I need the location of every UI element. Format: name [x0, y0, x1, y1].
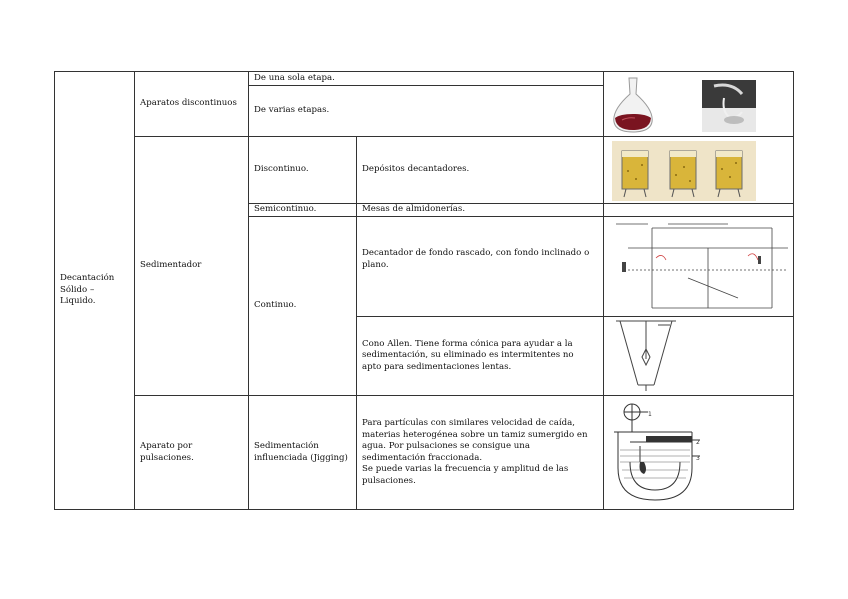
main-category-line: Liquido.: [60, 296, 96, 307]
desc-fondo-rascado: Decantador de fondo rascado, con fondo inclinado o plano.: [362, 248, 590, 270]
group-sedimentador: Sedimentador: [140, 260, 202, 271]
allen-cone-diagram: [612, 319, 682, 393]
table-border-bottom: [54, 509, 794, 510]
mode-jigging: Sedimentación influenciada (Jigging): [254, 441, 348, 463]
mode-discontinuo: Discontinuo.: [254, 164, 309, 175]
mode-continuo: Continuo.: [254, 300, 297, 311]
main-category-line: Sólido –: [60, 284, 95, 295]
desc-depositos: Depósitos decantadores.: [362, 164, 470, 175]
jig-label-1: 1: [648, 411, 652, 418]
mode-semicontinuo: Semicontinuo.: [254, 204, 317, 215]
jig-label-2: 2: [696, 439, 700, 446]
row-varias-etapas: De varias etapas.: [254, 105, 330, 116]
deposit-tanks-image: [612, 141, 756, 201]
row-una-etapa: De una sola etapa.: [254, 72, 335, 83]
jig-label-3: 3: [696, 455, 700, 462]
desc-cono-allen: Cono Allen. Tiene forma cónica para ayudar a la sedimentación, su eliminado es intermitentes no apto para sedimentaciones lentas.: [362, 338, 574, 372]
wine-glass-pour-image: [702, 80, 756, 132]
raked-settler-diagram: [608, 218, 792, 314]
main-category-cell: [55, 72, 134, 509]
jig-diagram: [610, 400, 702, 504]
group-aparatos-discontinuos: Aparatos discontinuos: [140, 98, 237, 109]
decanter-carafe-image: [608, 76, 658, 134]
group-aparato-pulsaciones: Aparato por pulsaciones.: [140, 441, 194, 463]
main-category-line: Decantación: [60, 273, 115, 284]
desc-jigging: Para partículas con similares velocidad de caída, materias heterogénea sobre un tamiz sumergido en agua. Por pulsaciones se consigue una sedimentación fraccionada. Se puede varias la frecuencia y amplitud de las pulsaciones.: [362, 418, 588, 486]
desc-mesas: Mesas de almidonerías.: [362, 204, 466, 215]
